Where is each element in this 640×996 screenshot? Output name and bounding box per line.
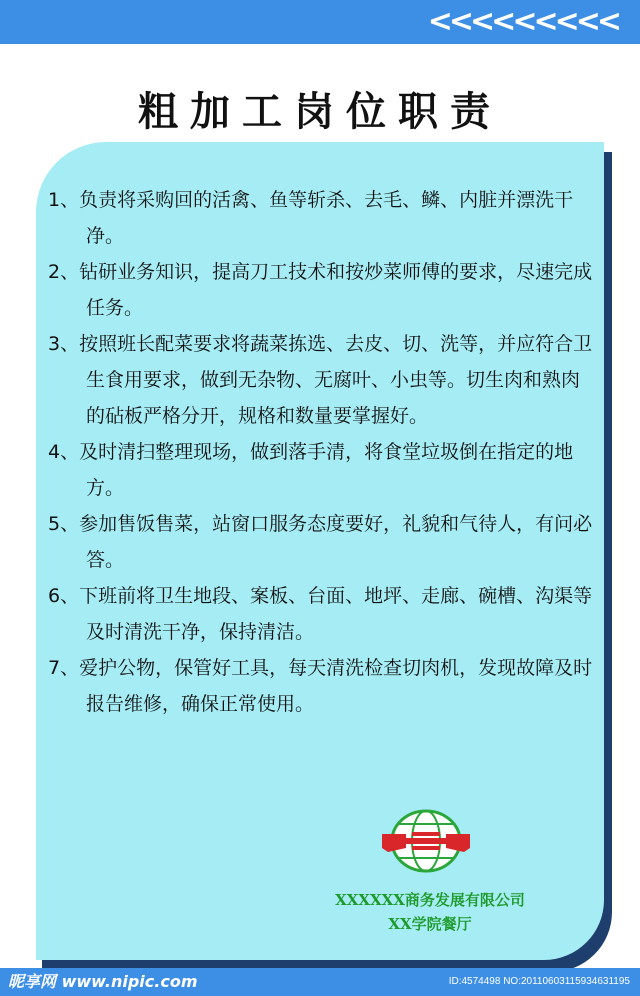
image-id-label: ID:4574498 NO:20110603115934631195 — [448, 976, 630, 987]
duty-item: 6、下班前将卫生地段、案板、台面、地坪、走廊、碗槽、沟渠等及时清洗干净，保持清洁。 — [48, 585, 593, 643]
duty-item: 7、爱护公物，保管好工具，每天清洗检查切肉机，发现故障及时报告维修，确保正常使用。 — [48, 657, 593, 715]
top-bar — [0, 0, 640, 44]
site-watermark: 昵享网 www.nipic.com — [8, 972, 198, 991]
globe-logo-icon — [376, 808, 476, 874]
department-name: XX学院餐厅 — [388, 915, 472, 933]
company-name: XXXXXX商务发展有限公司 — [335, 891, 525, 909]
page-title: 粗加工岗位职责 — [138, 89, 502, 135]
duty-item: 4、及时清扫整理现场，做到落手清，将食堂垃圾倒在指定的地方。 — [48, 441, 574, 499]
company-signature — [300, 888, 560, 936]
duty-item: 2、钻研业务知识，提高刀工技术和按炒菜师傅的要求，尽速完成任务。 — [48, 261, 593, 319]
duties-list — [48, 182, 598, 722]
duty-item: 1、负责将采购回的活禽、鱼等斩杀、去毛、鳞、内脏并漂洗干净。 — [48, 189, 574, 247]
duty-item: 5、参加售饭售菜，站窗口服务态度要好，礼貌和气待人，有问必答。 — [48, 513, 593, 571]
chevron-decoration-icon: <<<<<<<<< — [427, 4, 618, 39]
duty-item: 3、按照班长配菜要求将蔬菜拣选、去皮、切、洗等，并应符合卫生食用要求，做到无杂物、无腐叶、小虫等。切生肉和熟肉的砧板严格分开，规格和数量要掌握好。 — [48, 333, 593, 427]
